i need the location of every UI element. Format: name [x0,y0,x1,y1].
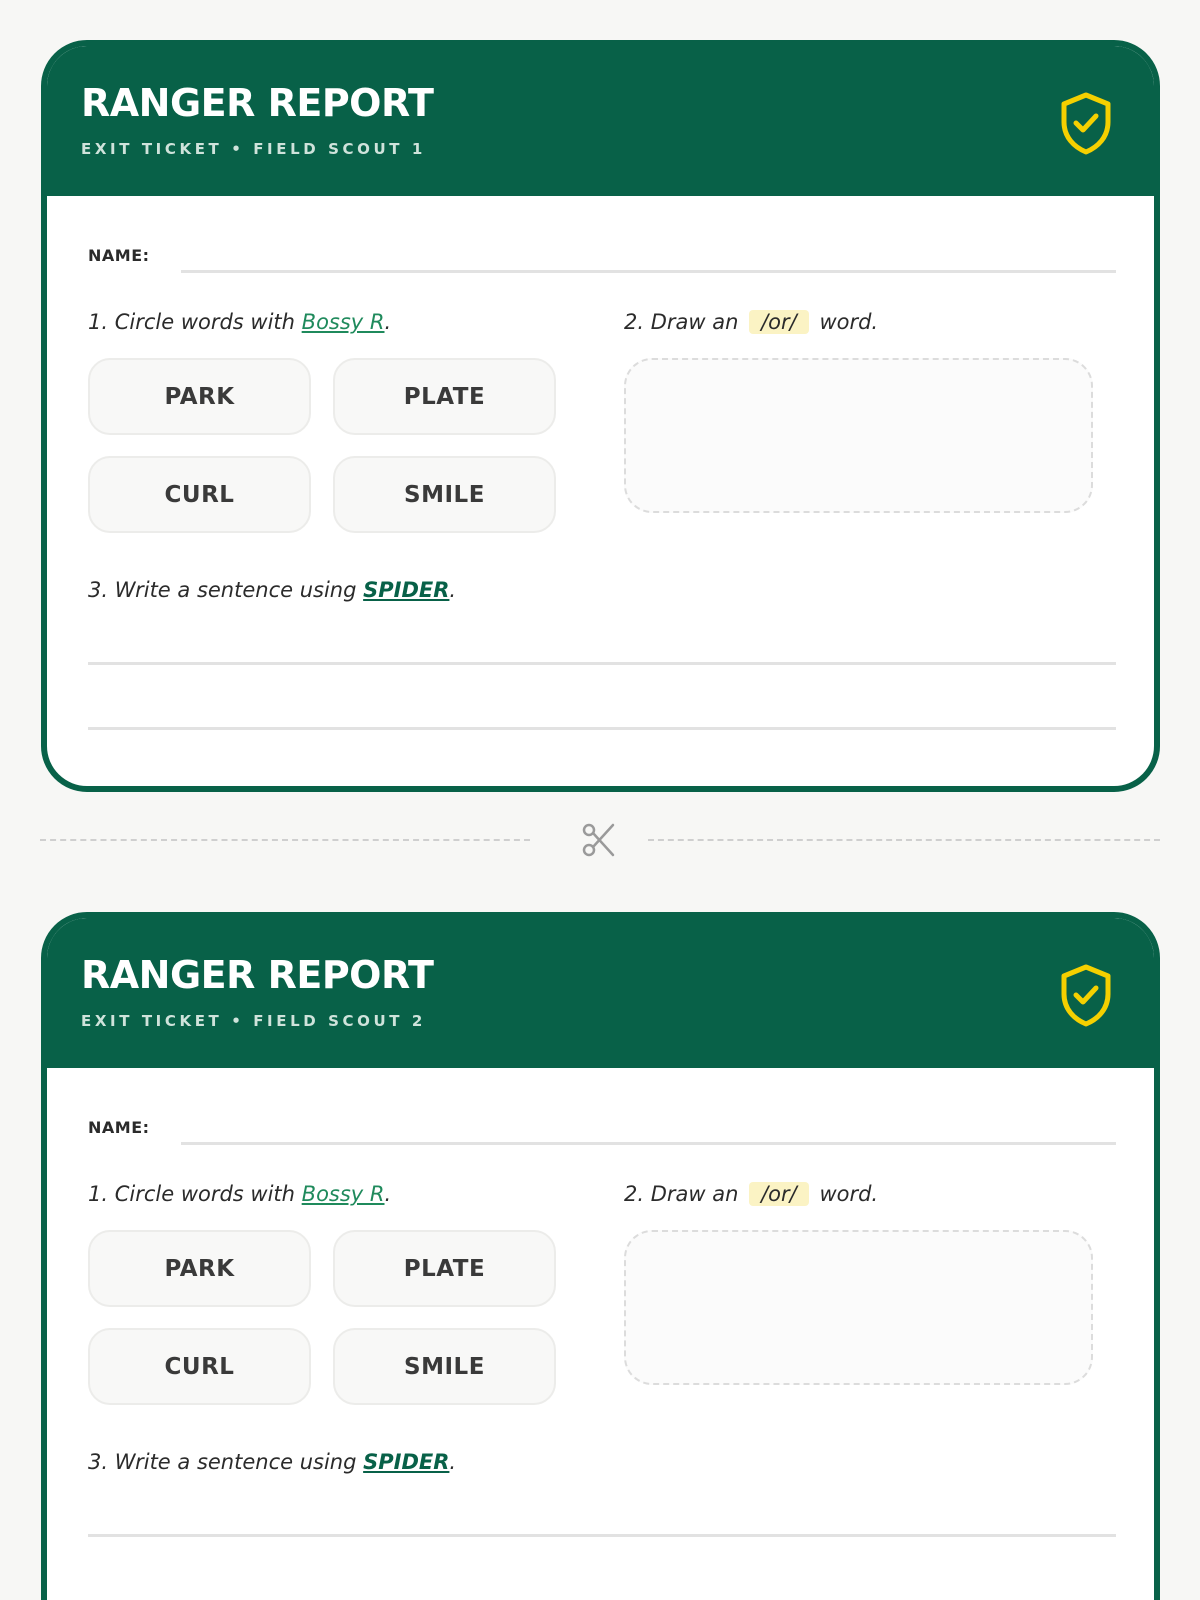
cut-divider [40,820,1160,860]
exit-ticket-1 [41,40,1160,792]
spider-link[interactable]: SPIDER [363,1450,450,1474]
name-field[interactable] [181,270,1116,273]
name-field[interactable] [181,1142,1116,1145]
ticket-title: RANGER REPORT [81,953,434,997]
question-3-text: 3. Write a sentence using [88,1450,364,1474]
name-label: NAME: [88,1118,150,1137]
word-option-park[interactable]: PARK [88,1230,311,1307]
cut-line-right [648,839,1160,841]
ticket-header [47,46,1154,196]
word-option-plate[interactable]: PLATE [333,358,556,435]
question-3-text: 3. Write a sentence using [88,578,364,602]
sentence-line-1[interactable] [88,662,1116,665]
shield-check-icon [1058,962,1114,1028]
drawing-area[interactable] [624,358,1093,513]
question-1-text: 1. Circle words with [88,310,302,334]
question-1-suffix: . [384,310,392,334]
spider-link[interactable]: SPIDER [363,578,450,602]
ticket-header [47,918,1154,1068]
word-option-curl[interactable]: CURL [88,1328,311,1405]
ticket-title: RANGER REPORT [81,81,434,125]
ticket-subtitle: EXIT TICKET • FIELD SCOUT 2 [81,1012,426,1030]
exit-ticket-2 [41,912,1160,1600]
question-1-suffix: . [384,1182,392,1206]
cut-line-left [40,839,530,841]
question-2 [624,310,878,334]
phoneme-badge: /or/ [749,1182,809,1206]
scissors-icon [581,822,617,858]
question-1 [88,1182,391,1206]
question-3-suffix: . [449,578,457,602]
question-2-text: 2. Draw an [624,310,739,334]
question-1 [88,310,391,334]
ticket-subtitle: EXIT TICKET • FIELD SCOUT 1 [81,140,426,158]
sentence-line-2[interactable] [88,727,1116,730]
bossy-r-link[interactable]: Bossy R [301,310,385,334]
question-2-suffix: word. [819,1182,879,1206]
question-2-text: 2. Draw an [624,1182,739,1206]
question-2-suffix: word. [819,310,879,334]
shield-check-icon [1058,90,1114,156]
question-1-text: 1. Circle words with [88,1182,302,1206]
question-3 [88,1450,456,1474]
word-option-park[interactable]: PARK [88,358,311,435]
word-option-curl[interactable]: CURL [88,456,311,533]
question-3-suffix: . [449,1450,457,1474]
drawing-area[interactable] [624,1230,1093,1385]
name-label: NAME: [88,246,150,265]
question-2 [624,1182,878,1206]
bossy-r-link[interactable]: Bossy R [301,1182,385,1206]
word-option-plate[interactable]: PLATE [333,1230,556,1307]
phoneme-badge: /or/ [749,310,809,334]
word-option-smile[interactable]: SMILE [333,1328,556,1405]
word-option-smile[interactable]: SMILE [333,456,556,533]
question-3 [88,578,456,602]
sentence-line-1[interactable] [88,1534,1116,1537]
